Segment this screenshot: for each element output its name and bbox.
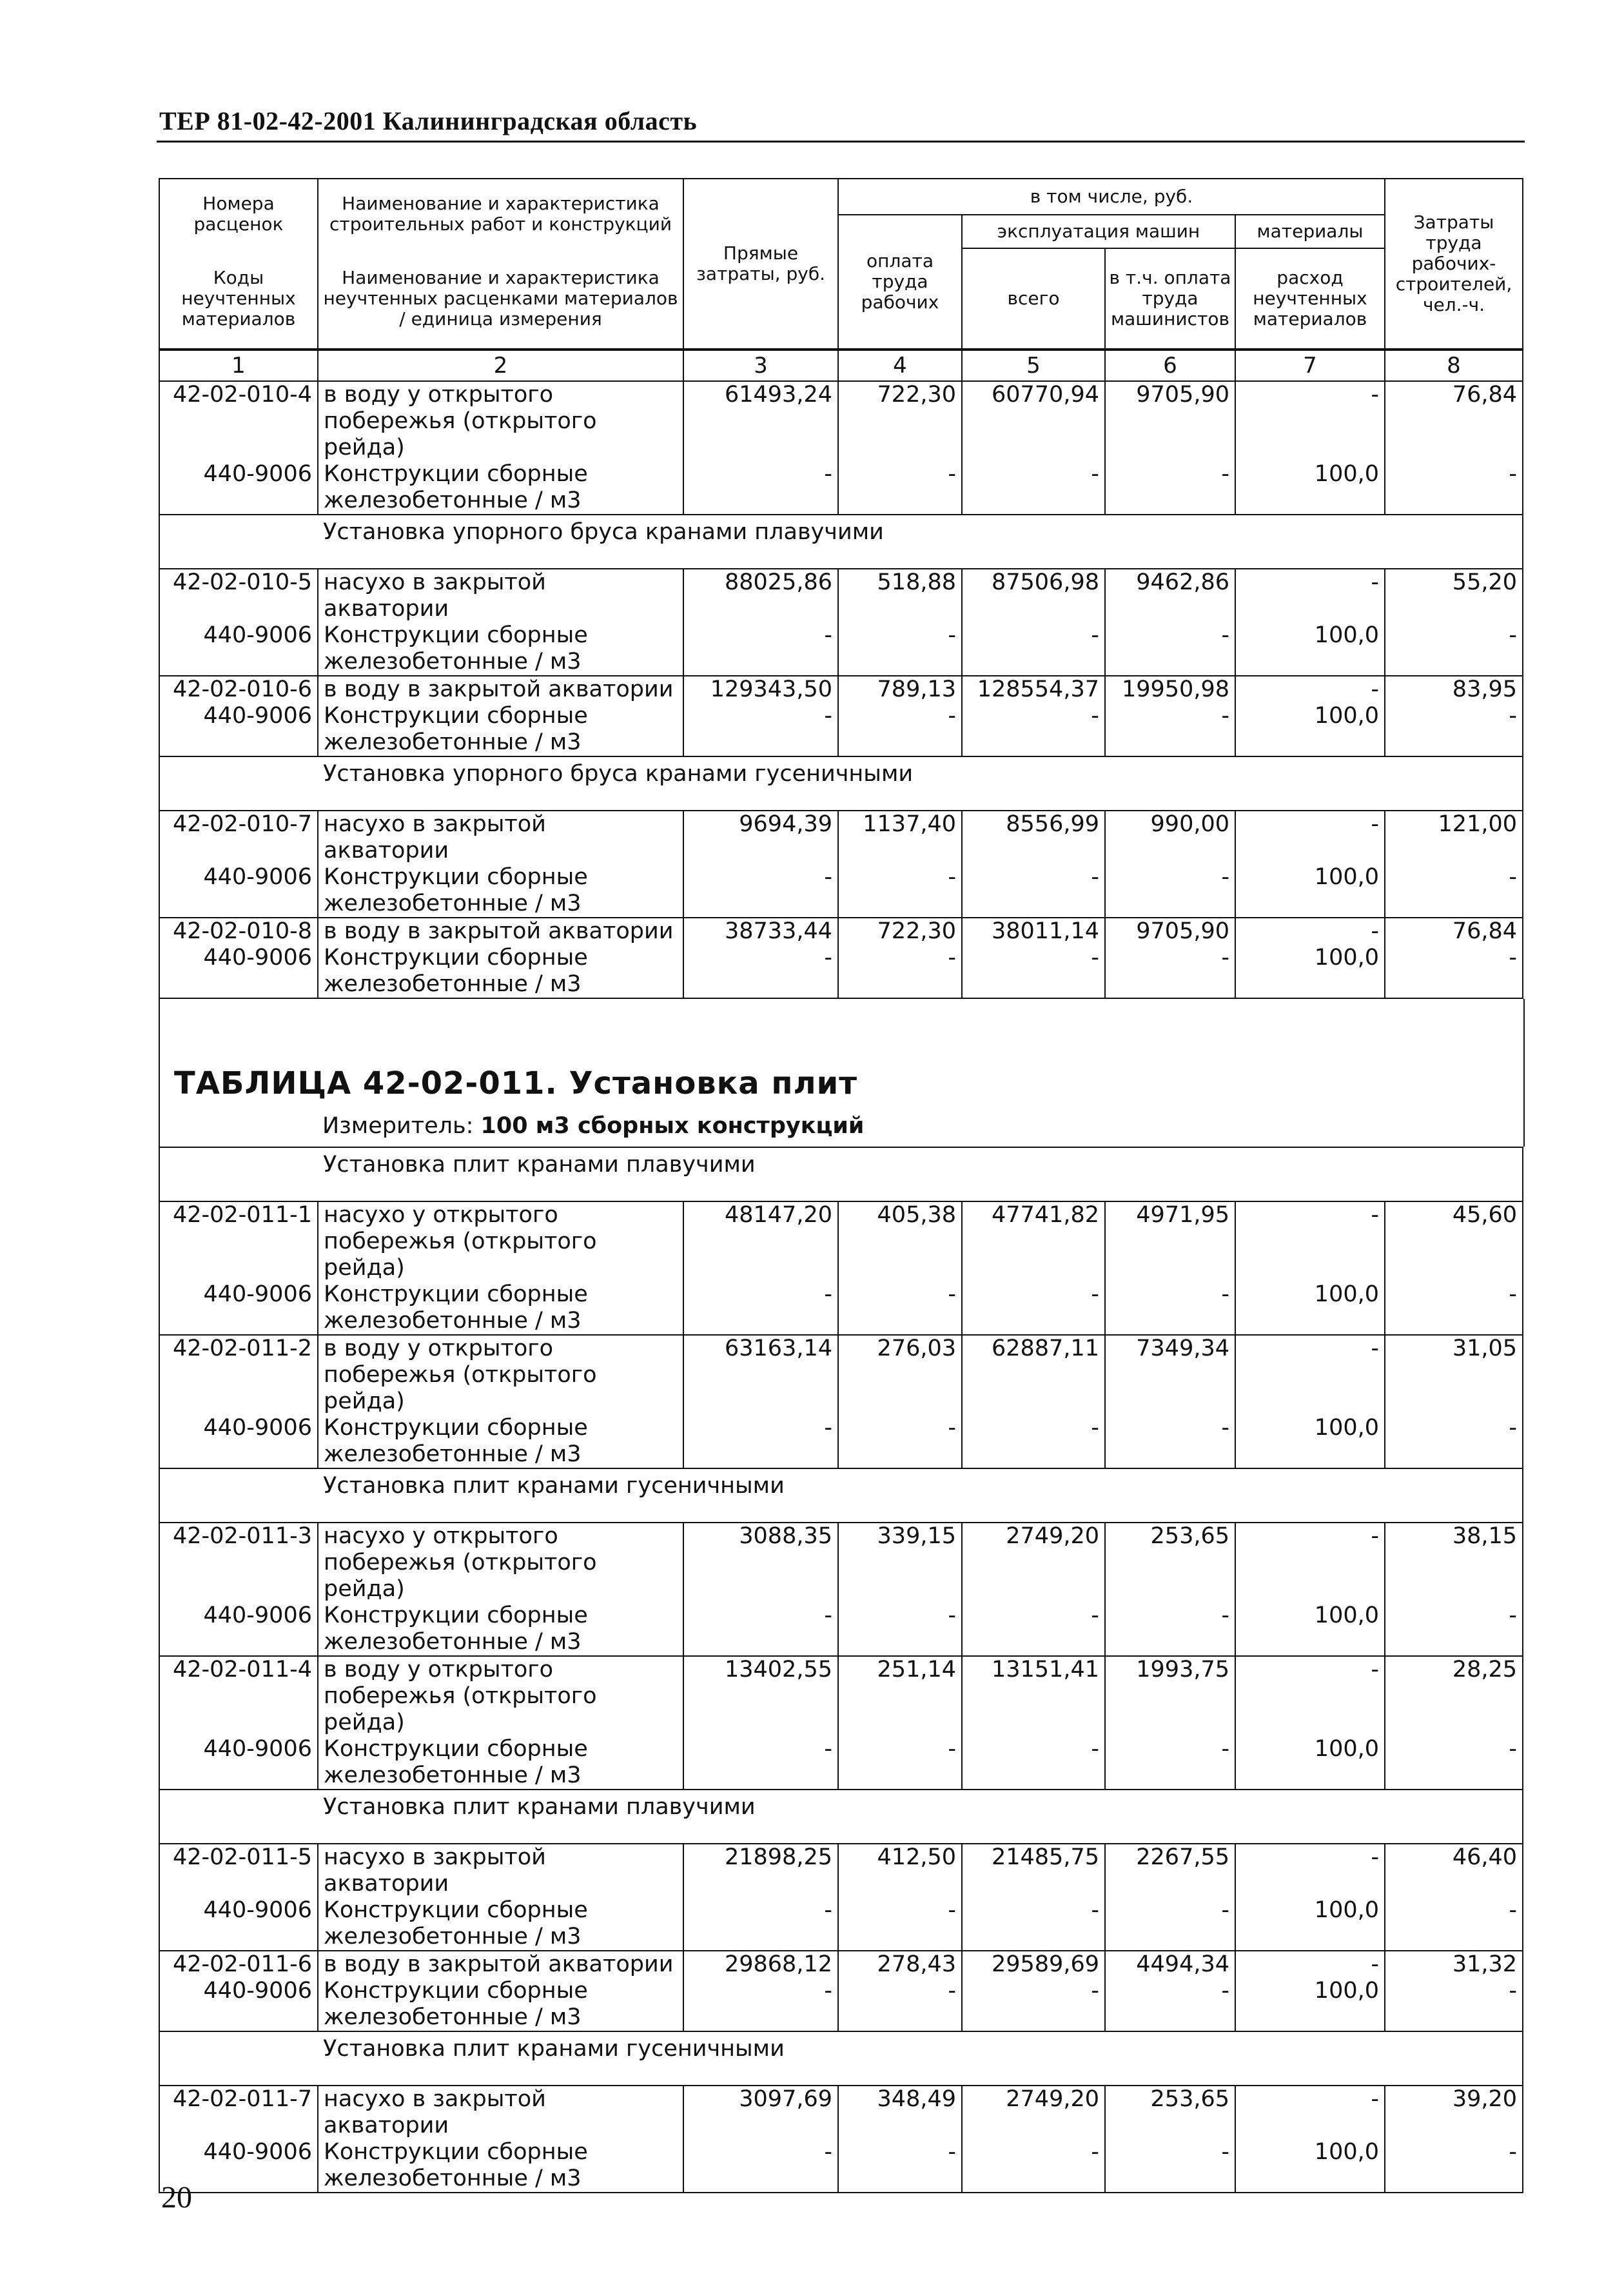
section-spacer <box>159 1790 318 1844</box>
material-value-m3: - <box>683 461 838 515</box>
material-value-m8: - <box>1385 1415 1523 1468</box>
rate-row <box>159 1951 1523 1978</box>
rate-value-c3: 21898,25 <box>683 1844 838 1897</box>
rate-value-c7: - <box>1235 1335 1385 1415</box>
rate-value-c3: 13402,55 <box>683 1656 838 1736</box>
material-row <box>159 945 1523 998</box>
material-value-m4: - <box>838 1281 962 1335</box>
rate-code: 42-02-011-6 <box>159 1951 318 1978</box>
rate-value-c8: 76,84 <box>1385 918 1523 945</box>
rate-row <box>159 2086 1523 2139</box>
material-value-m3: - <box>683 1415 838 1468</box>
rate-value-c4: 412,50 <box>838 1844 962 1897</box>
rate-value-c6: 4494,34 <box>1105 1951 1235 1978</box>
material-value-m5: - <box>962 461 1105 515</box>
rate-value-c3: 48147,20 <box>683 1201 838 1281</box>
material-row <box>159 1897 1523 1951</box>
material-code: 440-9006 <box>159 1603 318 1656</box>
column-number: 6 <box>1105 350 1235 381</box>
rate-row <box>159 381 1523 461</box>
header-machines-total: всего <box>962 248 1105 349</box>
section-title: Установка плит кранами плавучими <box>318 1790 1523 1844</box>
column-number: 4 <box>838 350 962 381</box>
material-value-m7: 100,0 <box>1235 1281 1385 1335</box>
material-code: 440-9006 <box>159 622 318 676</box>
header-materials: материалы <box>1235 215 1385 248</box>
material-row <box>159 1978 1523 2031</box>
rate-code: 42-02-011-7 <box>159 2086 318 2139</box>
material-value-m8: - <box>1385 1897 1523 1951</box>
material-value-m8: - <box>1385 1603 1523 1656</box>
rate-value-c5: 8556,99 <box>962 811 1105 864</box>
rate-value-c4: 518,88 <box>838 569 962 622</box>
section-row <box>159 515 1523 569</box>
material-row <box>159 703 1523 756</box>
section-spacer <box>159 756 318 811</box>
section-row <box>159 756 1523 811</box>
rate-row <box>159 1656 1523 1736</box>
rate-value-c3: 63163,14 <box>683 1335 838 1415</box>
material-name: Конструкции сборные железобетонные / м3 <box>318 1281 683 1335</box>
rate-value-c6: 253,65 <box>1105 2086 1235 2139</box>
rate-code: 42-02-011-5 <box>159 1844 318 1897</box>
material-value-m6: - <box>1105 864 1235 918</box>
rate-value-c3: 29868,12 <box>683 1951 838 1978</box>
material-value-m6: - <box>1105 1603 1235 1656</box>
rate-value-c4: 339,15 <box>838 1523 962 1603</box>
rate-value-c3: 3088,35 <box>683 1523 838 1603</box>
rate-code: 42-02-010-4 <box>159 381 318 461</box>
material-value-m6: - <box>1105 1736 1235 1790</box>
material-code: 440-9006 <box>159 1897 318 1951</box>
material-value-m6: - <box>1105 1415 1235 1468</box>
material-value-m3: - <box>683 622 838 676</box>
rate-value-c3: 61493,24 <box>683 381 838 461</box>
material-code: 440-9006 <box>159 1415 318 1468</box>
rate-value-c7: - <box>1235 569 1385 622</box>
material-value-m3: - <box>683 2139 838 2193</box>
rates-table-part1 <box>159 380 1523 999</box>
rate-name: насухо у открытого побережья (открытого рейда) <box>318 1201 683 1281</box>
material-row <box>159 1281 1523 1335</box>
material-name: Конструкции сборные железобетонные / м3 <box>318 1897 683 1951</box>
rate-value-c5: 29589,69 <box>962 1951 1105 1978</box>
material-value-m4: - <box>838 1897 962 1951</box>
rate-value-c4: 789,13 <box>838 676 962 703</box>
rate-value-c5: 47741,82 <box>962 1201 1105 1281</box>
rate-value-c4: 251,14 <box>838 1656 962 1736</box>
material-value-m6: - <box>1105 1281 1235 1335</box>
rate-value-c8: 45,60 <box>1385 1201 1523 1281</box>
material-value-m6: - <box>1105 2139 1235 2193</box>
material-row <box>159 622 1523 676</box>
section-spacer <box>159 515 318 569</box>
rate-name: насухо в закрытой акватории <box>318 2086 683 2139</box>
rate-row <box>159 1335 1523 1415</box>
rate-value-c8: 83,95 <box>1385 676 1523 703</box>
header-direct-costs: Прямые затраты, руб. <box>683 179 838 349</box>
material-name: Конструкции сборные железобетонные / м3 <box>318 622 683 676</box>
rate-value-c3: 88025,86 <box>683 569 838 622</box>
rate-value-c7: - <box>1235 811 1385 864</box>
material-value-m3: - <box>683 1603 838 1656</box>
material-value-m8: - <box>1385 1281 1523 1335</box>
section-spacer <box>159 2031 318 2086</box>
rate-value-c3: 38733,44 <box>683 918 838 945</box>
rates-table-part2 <box>159 1147 1523 2193</box>
column-number: 3 <box>683 350 838 381</box>
material-code: 440-9006 <box>159 864 318 918</box>
rate-name: насухо в закрытой акватории <box>318 1844 683 1897</box>
material-code: 440-9006 <box>159 1978 318 2031</box>
material-value-m7: 100,0 <box>1235 864 1385 918</box>
rate-name: в воду у открытого побережья (открытого рейда) <box>318 1656 683 1736</box>
rate-name: насухо в закрытой акватории <box>318 569 683 622</box>
rate-name: в воду в закрытой акватории <box>318 676 683 703</box>
material-value-m6: - <box>1105 703 1235 756</box>
section-title: Установка плит кранами гусеничными <box>318 2031 1523 2086</box>
rate-value-c7: - <box>1235 381 1385 461</box>
section-spacer <box>159 1468 318 1523</box>
material-value-m7: 100,0 <box>1235 1603 1385 1656</box>
header-labor-pay: оплата труда рабочих <box>838 215 962 349</box>
material-value-m3: - <box>683 1736 838 1790</box>
rate-name: насухо в закрытой акватории <box>318 811 683 864</box>
rate-row <box>159 1523 1523 1603</box>
rate-code: 42-02-011-2 <box>159 1335 318 1415</box>
material-value-m5: - <box>962 1281 1105 1335</box>
rate-row <box>159 811 1523 864</box>
material-row <box>159 1415 1523 1468</box>
rate-value-c3: 3097,69 <box>683 2086 838 2139</box>
material-value-m8: - <box>1385 703 1523 756</box>
material-value-m4: - <box>838 864 962 918</box>
rate-name: насухо у открытого побережья (открытого рейда) <box>318 1523 683 1603</box>
material-value-m4: - <box>838 703 962 756</box>
section-title: Установка упорного бруса кранами плавучими <box>318 515 1523 569</box>
material-value-m8: - <box>1385 1978 1523 2031</box>
rate-code: 42-02-010-5 <box>159 569 318 622</box>
rate-value-c4: 722,30 <box>838 381 962 461</box>
material-code: 440-9006 <box>159 1281 318 1335</box>
rate-value-c4: 348,49 <box>838 2086 962 2139</box>
column-number: 7 <box>1235 350 1385 381</box>
rate-code: 42-02-010-7 <box>159 811 318 864</box>
column-number: 8 <box>1385 350 1523 381</box>
rate-value-c5: 2749,20 <box>962 2086 1105 2139</box>
material-value-m5: - <box>962 1415 1105 1468</box>
material-value-m4: - <box>838 945 962 998</box>
material-value-m4: - <box>838 622 962 676</box>
rate-name: в воду в закрытой акватории <box>318 1951 683 1978</box>
rate-value-c6: 9462,86 <box>1105 569 1235 622</box>
material-value-m8: - <box>1385 461 1523 515</box>
section-title: Установка плит кранами плавучими <box>318 1147 1523 1201</box>
material-value-m3: - <box>683 1897 838 1951</box>
column-number: 5 <box>962 350 1105 381</box>
rate-value-c4: 278,43 <box>838 1951 962 1978</box>
rate-value-c8: 39,20 <box>1385 2086 1523 2139</box>
material-code: 440-9006 <box>159 2139 318 2193</box>
material-code: 440-9006 <box>159 703 318 756</box>
rate-name: в воду в закрытой акватории <box>318 918 683 945</box>
material-value-m5: - <box>962 703 1105 756</box>
section-title: Установка упорного бруса кранами гусеничными <box>318 756 1523 811</box>
table-title: ТАБЛИЦА 42-02-011. Установка плит <box>174 1065 858 1101</box>
material-value-m5: - <box>962 1897 1105 1951</box>
material-value-m7: 100,0 <box>1235 1897 1385 1951</box>
rate-value-c8: 76,84 <box>1385 381 1523 461</box>
material-value-m7: 100,0 <box>1235 2139 1385 2193</box>
rate-row <box>159 569 1523 622</box>
material-code: 440-9006 <box>159 945 318 998</box>
rate-code: 42-02-010-8 <box>159 918 318 945</box>
material-value-m5: - <box>962 1978 1105 2031</box>
rate-value-c7: - <box>1235 1951 1385 1978</box>
material-value-m6: - <box>1105 945 1235 998</box>
header-materials-use: расход неучтенных материалов <box>1235 248 1385 349</box>
rate-value-c4: 276,03 <box>838 1335 962 1415</box>
rate-value-c3: 9694,39 <box>683 811 838 864</box>
rate-value-c7: - <box>1235 918 1385 945</box>
material-value-m3: - <box>683 1978 838 2031</box>
header-material-codes: Коды неучтенных материалов <box>159 248 318 349</box>
material-value-m5: - <box>962 622 1105 676</box>
header-machines: эксплуатация машин <box>962 215 1235 248</box>
rate-value-c7: - <box>1235 1523 1385 1603</box>
material-value-m7: 100,0 <box>1235 1736 1385 1790</box>
material-value-m8: - <box>1385 622 1523 676</box>
section-row <box>159 2031 1523 2086</box>
rate-value-c6: 19950,98 <box>1105 676 1235 703</box>
header-labor-cost: Затраты труда рабочих-строителей, чел.-ч. <box>1385 179 1523 349</box>
material-value-m5: - <box>962 2139 1105 2193</box>
material-name: Конструкции сборные железобетонные / м3 <box>318 2139 683 2193</box>
material-value-m8: - <box>1385 2139 1523 2193</box>
header-including: в том числе, руб. <box>838 179 1385 215</box>
rate-value-c7: - <box>1235 676 1385 703</box>
rate-value-c6: 4971,95 <box>1105 1201 1235 1281</box>
material-row <box>159 2139 1523 2193</box>
material-value-m6: - <box>1105 1978 1235 2031</box>
rate-value-c6: 253,65 <box>1105 1523 1235 1603</box>
rate-value-c6: 990,00 <box>1105 811 1235 864</box>
material-value-m3: - <box>683 703 838 756</box>
rate-value-c5: 2749,20 <box>962 1523 1105 1603</box>
rate-value-c8: 31,32 <box>1385 1951 1523 1978</box>
rate-row <box>159 918 1523 945</box>
material-value-m5: - <box>962 1603 1105 1656</box>
rate-value-c4: 722,30 <box>838 918 962 945</box>
material-value-m7: 100,0 <box>1235 461 1385 515</box>
rate-value-c8: 38,15 <box>1385 1523 1523 1603</box>
material-value-m5: - <box>962 945 1105 998</box>
rate-value-c8: 121,00 <box>1385 811 1523 864</box>
material-value-m7: 100,0 <box>1235 1415 1385 1468</box>
rate-value-c4: 405,38 <box>838 1201 962 1281</box>
rate-value-c5: 62887,11 <box>962 1335 1105 1415</box>
material-value-m7: 100,0 <box>1235 703 1385 756</box>
rate-code: 42-02-011-3 <box>159 1523 318 1603</box>
rate-value-c3: 129343,50 <box>683 676 838 703</box>
section-row <box>159 1147 1523 1201</box>
document-header <box>157 104 1525 143</box>
material-value-m4: - <box>838 461 962 515</box>
rate-value-c8: 46,40 <box>1385 1844 1523 1897</box>
header-rate-numbers: Номера расценок <box>159 179 318 248</box>
material-value-m7: 100,0 <box>1235 945 1385 998</box>
column-number: 2 <box>318 350 683 381</box>
material-value-m3: - <box>683 1281 838 1335</box>
rate-value-c6: 9705,90 <box>1105 918 1235 945</box>
table-header <box>159 178 1523 350</box>
material-value-m4: - <box>838 1736 962 1790</box>
material-row <box>159 864 1523 918</box>
material-name: Конструкции сборные железобетонные / м3 <box>318 1978 683 2031</box>
rate-value-c7: - <box>1235 1656 1385 1736</box>
rate-value-c7: - <box>1235 2086 1385 2139</box>
material-name: Конструкции сборные железобетонные / м3 <box>318 703 683 756</box>
material-value-m5: - <box>962 864 1105 918</box>
rate-value-c6: 7349,34 <box>1105 1335 1235 1415</box>
material-value-m5: - <box>962 1736 1105 1790</box>
material-row <box>159 1603 1523 1656</box>
rate-name: в воду у открытого побережья (открытого рейда) <box>318 381 683 461</box>
material-row <box>159 461 1523 515</box>
material-value-m4: - <box>838 1978 962 2031</box>
measure-value: 100 м3 сборных конструкций <box>480 1113 865 1139</box>
header-material-names: Наименование и характеристика неучтенных расценками материалов / единица измерения <box>318 248 683 349</box>
material-value-m6: - <box>1105 622 1235 676</box>
document-title: ТЕР 81-02-42-2001 Калининградская область <box>159 106 698 135</box>
measure-label: Измеритель: <box>322 1113 474 1139</box>
rate-value-c8: 31,05 <box>1385 1335 1523 1415</box>
column-numbers-row <box>159 350 1523 382</box>
material-row <box>159 1736 1523 1790</box>
rate-row <box>159 1844 1523 1897</box>
material-value-m4: - <box>838 2139 962 2193</box>
material-name: Конструкции сборные железобетонные / м3 <box>318 1415 683 1468</box>
material-name: Конструкции сборные железобетонные / м3 <box>318 1736 683 1790</box>
rate-value-c5: 87506,98 <box>962 569 1105 622</box>
material-value-m8: - <box>1385 1736 1523 1790</box>
material-value-m6: - <box>1105 461 1235 515</box>
rate-value-c5: 13151,41 <box>962 1656 1105 1736</box>
material-name: Конструкции сборные железобетонные / м3 <box>318 945 683 998</box>
page-number: 20 <box>161 2180 192 2215</box>
rate-value-c8: 28,25 <box>1385 1656 1523 1736</box>
material-value-m4: - <box>838 1415 962 1468</box>
material-value-m6: - <box>1105 1897 1235 1951</box>
rate-value-c6: 9705,90 <box>1105 381 1235 461</box>
rate-name: в воду у открытого побережья (открытого рейда) <box>318 1335 683 1415</box>
rate-value-c5: 60770,94 <box>962 381 1105 461</box>
rate-value-c4: 1137,40 <box>838 811 962 864</box>
material-value-m8: - <box>1385 864 1523 918</box>
header-work-name: Наименование и характеристика строительных работ и конструкций <box>318 179 683 248</box>
section-spacer <box>159 1147 318 1201</box>
material-code: 440-9006 <box>159 461 318 515</box>
material-value-m4: - <box>838 1603 962 1656</box>
rate-value-c5: 21485,75 <box>962 1844 1105 1897</box>
rate-value-c6: 2267,55 <box>1105 1844 1235 1897</box>
section-row <box>159 1468 1523 1523</box>
rate-code: 42-02-011-1 <box>159 1201 318 1281</box>
section-row <box>159 1790 1523 1844</box>
material-name: Конструкции сборные железобетонные / м3 <box>318 461 683 515</box>
column-number: 1 <box>159 350 318 381</box>
material-code: 440-9006 <box>159 1736 318 1790</box>
material-name: Конструкции сборные железобетонные / м3 <box>318 864 683 918</box>
header-machines-labor: в т.ч. оплата труда машинистов <box>1105 248 1235 349</box>
rate-value-c7: - <box>1235 1201 1385 1281</box>
rate-code: 42-02-010-6 <box>159 676 318 703</box>
material-value-m3: - <box>683 945 838 998</box>
material-value-m7: 100,0 <box>1235 622 1385 676</box>
measure-line-text <box>322 1113 864 1139</box>
rate-value-c6: 1993,75 <box>1105 1656 1235 1736</box>
material-name: Конструкции сборные железобетонные / м3 <box>318 1603 683 1656</box>
material-value-m3: - <box>683 864 838 918</box>
material-value-m8: - <box>1385 945 1523 998</box>
rate-code: 42-02-011-4 <box>159 1656 318 1736</box>
rate-row <box>159 1201 1523 1281</box>
rate-value-c5: 38011,14 <box>962 918 1105 945</box>
rate-value-c5: 128554,37 <box>962 676 1105 703</box>
rate-row <box>159 676 1523 703</box>
section-title: Установка плит кранами гусеничными <box>318 1468 1523 1523</box>
material-value-m7: 100,0 <box>1235 1978 1385 2031</box>
rate-value-c8: 55,20 <box>1385 569 1523 622</box>
rate-value-c7: - <box>1235 1844 1385 1897</box>
